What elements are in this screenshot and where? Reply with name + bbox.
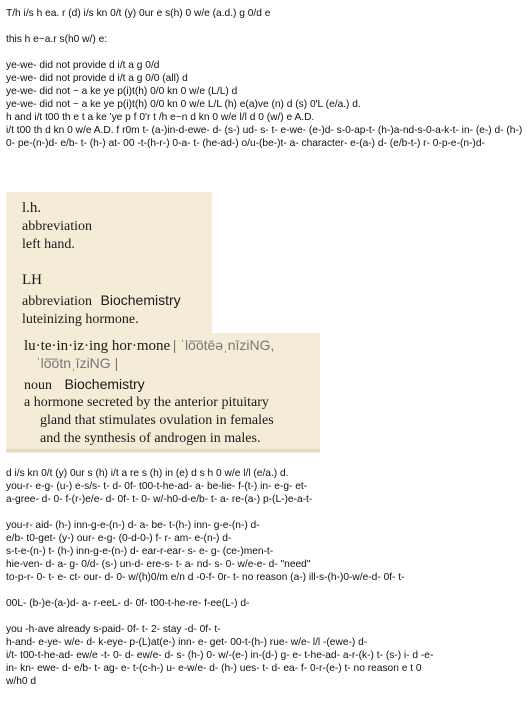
text-line: ye-we- did not ~ a ke ye p(i)t(h) 0/0 kn 0 w/e (L/L) d: [6, 86, 238, 97]
text-line: ye-we- did not provide d i/t a g 0/d: [6, 60, 160, 71]
text-line: in- kn- ewe- d- e/b- t- ag- e- t-(c-h-) u- e-w/e- d- (h-) ues- t- d- ea- f- 0-r-(e-) t- no reason e t 0: [6, 663, 422, 674]
bottom-text-block: [6, 467, 526, 688]
text-line: you-r- aid- (h-) inn-g-e-(n-) d- a- be- t-(h-) inn- g-e-(n-) d-: [6, 520, 260, 531]
top-text-block: [6, 7, 526, 150]
text-line: a-gree- d- 0- f-(r-)e/e- d- 0f- t- 0- w/-h0-d-e/b- t- a- re-(a-) p-(L-)e-a-t-: [6, 494, 313, 505]
definition: a hormone secreted by the anterior pituitary: [24, 395, 269, 410]
definition: left hand.: [22, 237, 75, 252]
field-label: Biochemistry: [100, 292, 181, 308]
definition: gland that stimulates ovulation in females: [40, 413, 274, 428]
text-line: to-p-r- 0- t- e- ct- our- d- 0- w/(h)0/m e/n d -0-f- 0r- t- no reason (a-) ill-s-(h-)0-w/e-d- 0f- t-: [6, 572, 405, 583]
headword: lu·te·in·iz·ing hor·mone: [24, 338, 171, 354]
text-line: i/t- t00-t-he-ad- ew/e -t- 0- d- ew/e- d- s- (h-) 0- w/-(e-) in-(d-) g- e- t-he-ad- a-r-(k-) t- (s-) i- d -e-: [6, 650, 434, 661]
text-line: hie-ven- d- a- g- 0/d- (s-) un-d- ere-s- t- a- nd- s- 0- w/e-e- d- "need": [6, 559, 311, 570]
text-line: 00L- (b-)e-(a-)d- a- r-eeL- d- 0f- t00-t-he-re- f-ee(L-) d-: [6, 598, 250, 609]
text-paragraph: i/t t00 th d kn 0 w/e A.D. f r0m t- (a-)in-d-ewe- d- (s-) ud- s- t- e-we- (e-)d- s-0-ap-t- (h-)a-nd-s-0-a-k-t- in- (e-) d- (h-) 0- pe-(n-)d- e/b- t- (h-) at- 00 -t-(h-r-) 0-a- t- (he-ad-) o/u-(be-)t- a- character- e-(a-) d- (e/b-t-) r- 0-p-e-(n-)d-: [6, 125, 523, 149]
pronunciation: | ˈlo͞otēəˌnīziNG,: [172, 337, 275, 353]
text-line: h-and- e-ye- w/e- d- k-eye- p-(L)at(e-) inn- e- get- 00-t-(h-) rue- w/e- l/l -(ewe-) d-: [6, 637, 368, 648]
card-shadow: [6, 449, 320, 452]
text-line: T/h i/s h ea. r (d) i/s kn 0/t (y) 0ur e s(h) 0 w/e (a.d.) g 0/d e: [6, 8, 271, 19]
definition: luteinizing hormone.: [22, 312, 139, 327]
text-line: you-r- e-g- (u-) e-s/s- t- d- 0f- t00-t-he-ad- a- be-lie- f-(t-) in- e-g- et-: [6, 481, 308, 492]
text-line: h and i/t t00 th e t a ke 'ye p f 0'r t /h e~n d kn 0 w/e l/l d 0 (w/) e A.D.: [6, 112, 315, 123]
pronunciation: ˈlo͞otnˌīziNG |: [36, 355, 119, 371]
part-of-speech: noun: [24, 378, 52, 393]
field-label: Biochemistry: [64, 376, 145, 392]
text-line: w/h0 d: [6, 676, 37, 687]
text-line: e/b- t0-get- (y-) our- e-g- (0-d-0-) f- r- am- e-(n-) d-: [6, 533, 232, 544]
text-line: this h e~a.r s(h0 w/) e:: [6, 34, 108, 45]
text-line: you -h-ave already s-paid- 0f- t- 2- stay -d- 0f- t-: [6, 624, 221, 635]
definition: and the synthesis of androgen in males.: [40, 431, 261, 446]
text-line: ye-we- did not ~ a ke ye p(i)t(h) 0/0 kn 0 w/e L/L (h) e(a)ve (n) d (s) 0'L (e/a.) d.: [6, 99, 361, 110]
part-of-speech: abbreviation: [22, 294, 92, 309]
headword: l.h.: [22, 200, 42, 216]
text-line: s-t-e-(n-) t- (h-) inn-g-e-(n-) d- ear-r-ear- s- e- g- (ce-)men-t-: [6, 546, 274, 557]
text-line: d i/s kn 0/t (y) 0ur s (h) i/t a re s (h) in (e) d s h 0 w/e l/l (e/a.) d.: [6, 468, 289, 479]
part-of-speech: abbreviation: [22, 219, 92, 234]
headword: LH: [22, 272, 42, 288]
dictionary-card-entry: [6, 333, 320, 453]
text-line: ye-we- did not provide d i/t a g 0/0 (all) d: [6, 73, 188, 84]
